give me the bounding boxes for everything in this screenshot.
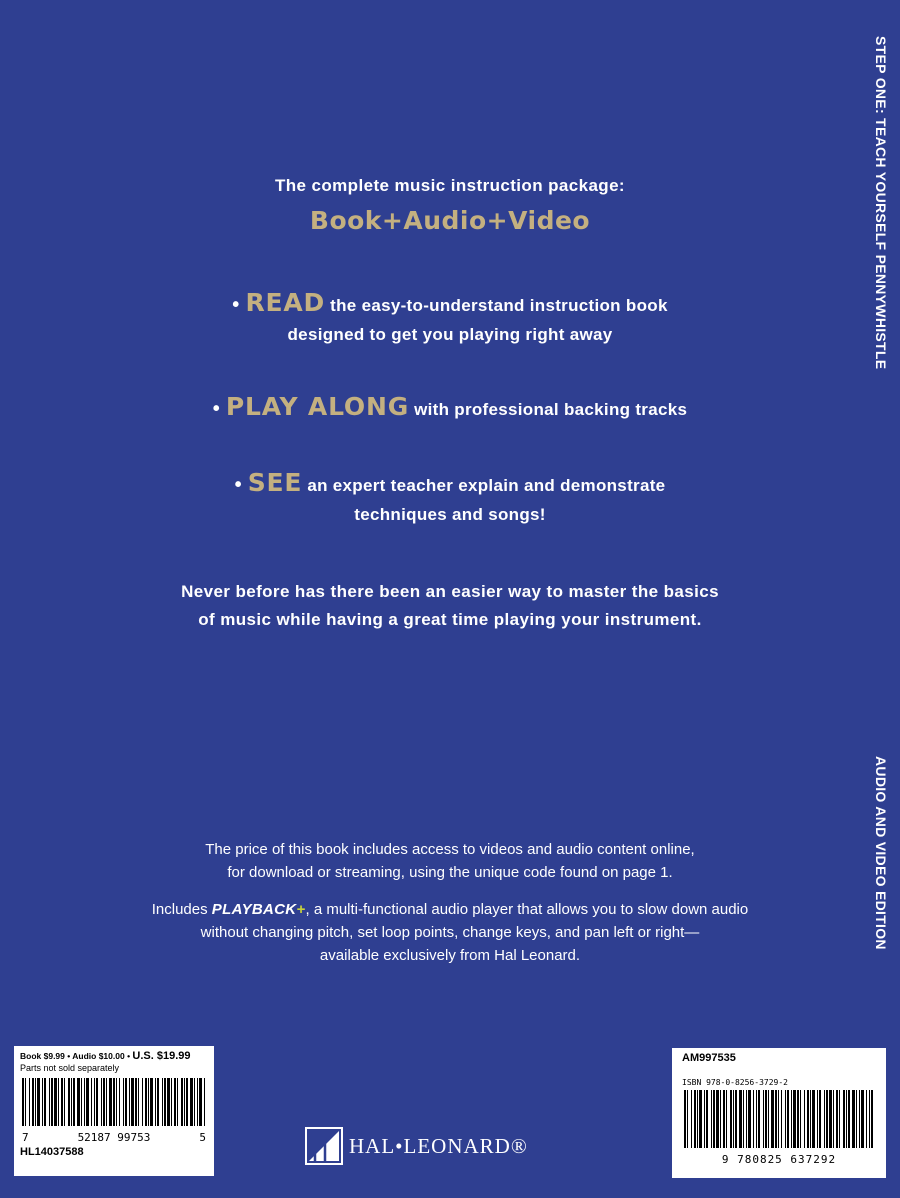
price-note-line2: for download or streaming, using the unique code found on page 1. [227, 864, 673, 881]
bullet-dot-icon: • [234, 474, 248, 496]
upc-digit-right: 5 [199, 1131, 206, 1144]
price-line [20, 1050, 208, 1062]
bullet-read [0, 288, 900, 349]
playback-logo [212, 901, 306, 918]
bullet-play-along [0, 392, 900, 424]
bullet-dot-icon: • [212, 398, 226, 420]
bullet-keyword: PLAY ALONG [225, 392, 410, 421]
price-box [14, 1046, 214, 1176]
bullet-see-line2: techniques and songs! [354, 505, 546, 524]
upc-digits [20, 1131, 208, 1144]
never-line1: Never before has there been an easier way to master the basics [181, 582, 719, 601]
isbn-digits: 9 780825 637292 [721, 1153, 837, 1166]
bullet-text: an expert teacher explain and demonstrate [307, 476, 666, 495]
playback-line1-rest: , a multi-functional audio player that allows you to slow down audio [305, 901, 749, 918]
bullet-keyword: SEE [247, 468, 303, 497]
upc-barcode-icon [20, 1078, 208, 1126]
playback-note [0, 898, 900, 967]
playback-note-line2: without changing pitch, set loop points, change keys, and pan left or right— [200, 924, 700, 941]
playback-note-line3: available exclusively from Hal Leonard. [319, 947, 581, 964]
never-before-text [0, 578, 900, 634]
price-total: U.S. $19.99 [132, 1050, 191, 1062]
isbn-box [672, 1048, 886, 1178]
price-note [0, 838, 900, 884]
playback-logo-text: PLAYBACK [211, 901, 297, 918]
hal-leonard-logo [305, 1126, 595, 1166]
bullet-keyword: READ [245, 288, 326, 317]
upc-digit-left: 7 [22, 1131, 29, 1144]
upc-digits-mid: 52187 99753 [77, 1131, 151, 1144]
isbn-text: ISBN 978-0-8256-3729-2 [682, 1078, 788, 1087]
playback-note-line1 [0, 898, 900, 921]
price-note-line1: The price of this book includes access to videos and audio content online, [205, 841, 695, 858]
spine-title: STEP ONE: TEACH YOURSELF PENNYWHISTLE [873, 36, 889, 370]
bullet-see-line1 [0, 468, 900, 500]
price-breakdown: Book $9.99 • Audio $10.00 • [20, 1051, 131, 1061]
bullet-text: with professional backing tracks [414, 400, 688, 419]
item-code: HL14037588 [20, 1146, 84, 1158]
parts-note: Parts not sold separately [20, 1063, 120, 1073]
bullet-see [0, 468, 900, 529]
bullet-dot-icon: • [232, 294, 246, 316]
playback-prefix: Includes [151, 901, 208, 918]
intro-headline: The complete music instruction package: [274, 176, 625, 195]
isbn-barcode-icon [682, 1090, 876, 1148]
publisher-name: HAL•LEONARD® [349, 1133, 528, 1158]
am-code: AM997535 [682, 1052, 736, 1064]
bullet-read-line1 [0, 288, 900, 320]
never-line2: of music while having a great time playing your instrument. [198, 610, 702, 629]
package-title: Book+Audio+Video [309, 206, 591, 235]
bullet-text: the easy-to-understand instruction book [330, 296, 668, 315]
hal-leonard-mark-icon [305, 1127, 343, 1165]
bullet-read-line2: designed to get you playing right away [287, 325, 613, 344]
spine-edition: AUDIO AND VIDEO EDITION [873, 756, 889, 950]
playback-plus-icon: + [296, 901, 306, 918]
